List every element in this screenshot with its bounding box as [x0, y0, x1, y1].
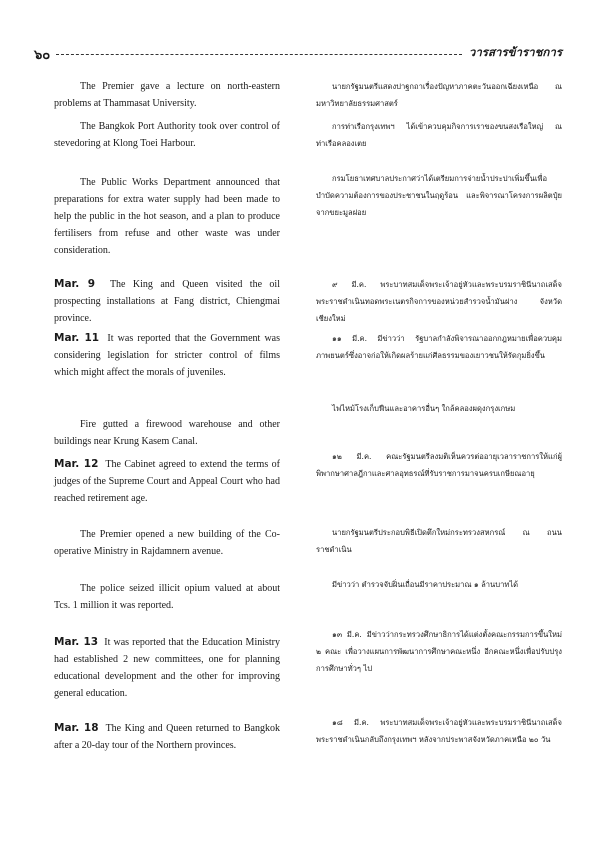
thai-entry: มีข่าวว่า ตำรวจจับฝิ่นเถื่อนมีราคาประมาณ ๑ ล้านบาทได้	[332, 580, 519, 589]
thai-entry: ไฟไหม้โรงเก็บฟืนและอาคารอื่นๆ ใกล้คลองผดุงกรุงเกษม	[332, 404, 516, 413]
thai-entry: กรมโยธาเทศบาลประกาศว่าได้เตรียมการจ่ายน้ำประปาเพิ่มขึ้นเพื่อบำบัดความต้องการของประชาชนในฤดูร้อน และพิจารณาโครงการผลิตปุ๋ยจากขยะมูลฝอย	[316, 174, 562, 217]
english-entry: The Bangkok Port Authority took over control of stevedoring at Klong Toei Harbour.	[54, 121, 280, 149]
entry-date: Mar. 13	[54, 636, 99, 648]
entry-date: Mar. 9	[54, 278, 96, 290]
header-wavy-rule	[56, 54, 462, 55]
english-entry: The Premier gave a lecture on north-eastern problems at Thammasat University.	[54, 81, 280, 109]
thai-entry: การท่าเรือกรุงเทพฯ ได้เข้าควบคุมกิจการเราของขนสงเรือใหญ่ ณ ท่าเรือคลองเตย	[316, 122, 562, 148]
entry-date: Mar. 11	[54, 332, 100, 344]
english-entry: The police seized illicit opium valued at about Tcs. 1 million it was reported.	[54, 583, 280, 611]
thai-entry: ๑๓ มี.ค. มีข่าวว่ากระทรวงศึกษาธิการได้แต่งตั้งคณะกรรมการขึ้นใหม่ ๒ คณะ เพื่อวางแผนการพัฒนาการศึกษาคณะหนึ่ง อีกคณะหนึ่งเพื่อปรับปรุงการศึกษาทั่วๆ ไป	[316, 630, 562, 673]
english-entry: Mar. 18 The King and Queen returned to Bangkok after a 20-day tour of the Northern provinces.	[54, 722, 280, 751]
thai-entry: นายกรัฐมนตรีแสดงปาฐกถาเรื่องปัญหาภาคตะวันออกเฉียงเหนือ ณ มหาวิทยาลัยธรรมศาสตร์	[316, 82, 562, 108]
thai-entry: นายกรัฐมนตรีประกอบพิธีเปิดตึกใหม่กระทรวงสหกรณ์ ณ ถนนราชดำเนิน	[316, 528, 562, 554]
english-entry: The Premier opened a new building of the Co-operative Ministry in Rajdamnern avenue.	[54, 529, 280, 557]
thai-entry: ๑๑ มี.ค. มีข่าวว่า รัฐบาลกำลังพิจารณาออกกฎหมายเพื่อควบคุมภาพยนตร์ซึ่งอาจก่อให้เกิดผลร้ายแก่ศีลธรรมของเยาวชนให้รัดกุมยิ่งขึ้น	[316, 334, 562, 360]
thai-entry: ๑๒ มี.ค. คณะรัฐมนตรีลงมติเห็นควรต่ออายุเวลาราชการให้แก่ผู้พิพากษาศาลฎีกาและศาลอุทธรณ์ที่รับราชการมาจนครบเกษียณอายุ	[316, 452, 562, 478]
entry-date: Mar. 12	[54, 458, 99, 470]
english-entry: Mar. 11 It was reported that the Government was considering legislation for stricter control of films which might affect the morals of juveniles.	[54, 332, 281, 378]
english-entry: Mar. 13 It was reported that the Education Ministry had established 2 new committees, one for planning educational development and the other for improving general education.	[54, 636, 280, 699]
thai-entry: ๙ มี.ค. พระบาทสมเด็จพระเจ้าอยู่หัวและพระบรมราชินีนาถเสด็จพระราชดำเนินทอดพระเนตรกิจการของหน่วยสำรวจน้ำมันฝาง จังหวัดเชียงใหม่	[316, 280, 562, 323]
english-entry: Fire gutted a firewood warehouse and other buildings near Krung Kasem Canal.	[54, 419, 280, 447]
journal-title: วารสารข้าราชการ	[468, 45, 562, 59]
page-header	[34, 44, 562, 64]
english-entry: Mar. 9 The King and Queen visited the oil prospecting installations at Fang district, Chiengmai province.	[54, 278, 280, 324]
english-entry: The Public Works Department announced that preparations for extra water supply had been made to help the public in the hot season, and a plan to produce fertilisers from refuse and other waste was under consideration.	[54, 177, 280, 256]
page-number: ๖๐	[34, 48, 51, 63]
thai-entry: ๑๘ มี.ค. พระบาทสมเด็จพระเจ้าอยู่หัวและพระบรมราชินีนาถเสด็จพระราชดำเนินกลับถึงกรุงเทพฯ หลังจากประพาสจังหวัดภาคเหนือ ๒๐ วัน	[316, 718, 562, 744]
entry-date: Mar. 18	[54, 722, 99, 734]
english-entry: Mar. 12 The Cabinet agreed to extend the terms of judges of the Supreme Court and Appeal Court who had reached retirement age.	[54, 458, 280, 504]
